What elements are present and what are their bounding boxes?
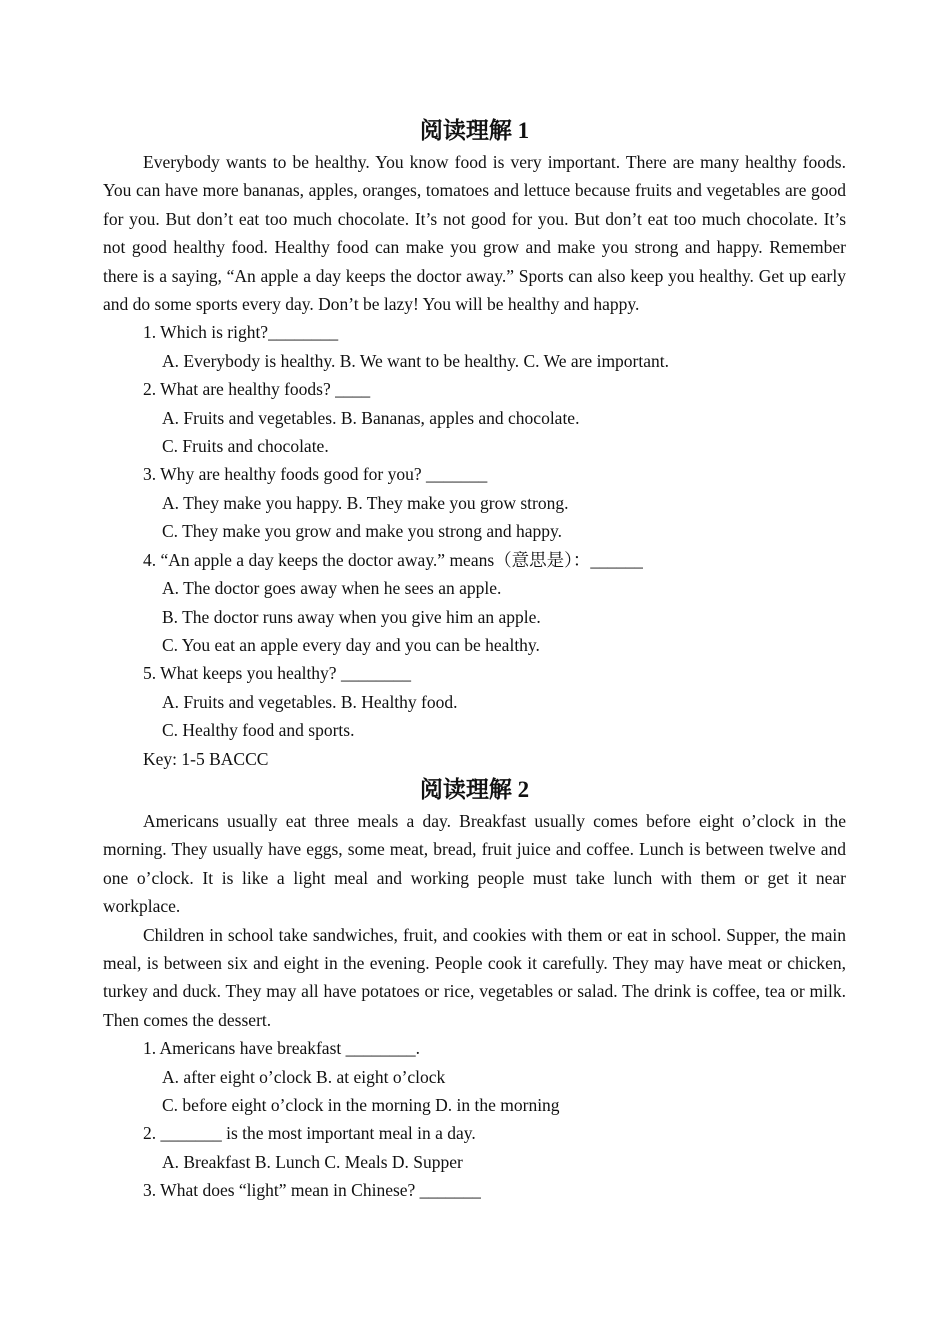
answer-options: A. The doctor goes away when he sees an apple. (162, 578, 502, 599)
question: 3. Why are healthy foods good for you? _______ (143, 464, 488, 485)
answer-options: A. after eight o’clock B. at eight o’clock (162, 1066, 446, 1087)
question: 3. What does “light” mean in Chinese? _______ (143, 1180, 481, 1201)
section-title: 阅读理解 2 (419, 776, 530, 802)
answer-key: Key: 1-5 BACCC (143, 748, 269, 769)
passage-paragraph: Americans usually eat three meals a day. Breakfast usually comes before eight o’clock in the morning. They usually have eggs, some meat, bread, fruit juice and coffee. Lunch is between twelve and one o’clock. It is like a light meal and working people must take lunch with them or get it near workplace. (103, 810, 846, 917)
answer-options: C. Fruits and chocolate. (162, 436, 329, 457)
answer-options: A. Breakfast B. Lunch C. Meals D. Supper (162, 1151, 463, 1172)
question: 1. Which is right?________ (143, 322, 339, 343)
answer-options: B. The doctor runs away when you give him an apple. (162, 606, 541, 627)
passage-paragraph: Children in school take sandwiches, fruit, and cookies with them or eat in school. Supper, the main meal, is between six and eight in the evening. People cook it carefully. They may have meat or chicken, turkey and duck. They may all have potatoes or rice, vegetables or salad. The drink is coffee, tea or milk. Then comes the dessert. (103, 924, 846, 1030)
answer-options: C. You eat an apple every day and you can be healthy. (162, 634, 540, 655)
answer-options: A. Fruits and vegetables. B. Healthy food. (162, 691, 458, 712)
question: 1. Americans have breakfast ________. (143, 1038, 421, 1059)
answer-options: C. before eight o’clock in the morning D. in the morning (162, 1095, 560, 1115)
answer-options: C. They make you grow and make you strong and happy. (162, 521, 562, 542)
section-title: 阅读理解 1 (419, 118, 530, 143)
document-page (103, 114, 846, 1205)
answer-options: A. Everybody is healthy. B. We want to be healthy. C. We are important. (162, 350, 669, 371)
question: 2. _______ is the most important meal in a day. (143, 1123, 476, 1144)
question: 2. What are healthy foods? ____ (143, 379, 371, 400)
question: 4. “An apple a day keeps the doctor away.” means（意思是）：______ (143, 549, 643, 570)
passage-paragraph: Everybody wants to be healthy. You know food is very important. There are many healthy foods. You can have more bananas, apples, oranges, tomatoes and lettuce because fruits and vegetables are good for you. But don’t eat too much chocolate. It’s not good for you. But don’t eat too much chocolate. It’s not good healthy food. Healthy food can make you grow and make you strong and happy. Remember there is a saying, “An apple a day keeps the doctor away.” Sports can also keep you healthy. Get up early and do some sports every day. Don’t be lazy! You will be healthy and happy. (103, 152, 846, 315)
answer-options: A. Fruits and vegetables. B. Bananas, apples and chocolate. (162, 407, 580, 428)
answer-options: C. Healthy food and sports. (162, 720, 355, 741)
answer-options: A. They make you happy. B. They make you grow strong. (162, 492, 569, 513)
question: 5. What keeps you healthy? ________ (143, 663, 411, 684)
